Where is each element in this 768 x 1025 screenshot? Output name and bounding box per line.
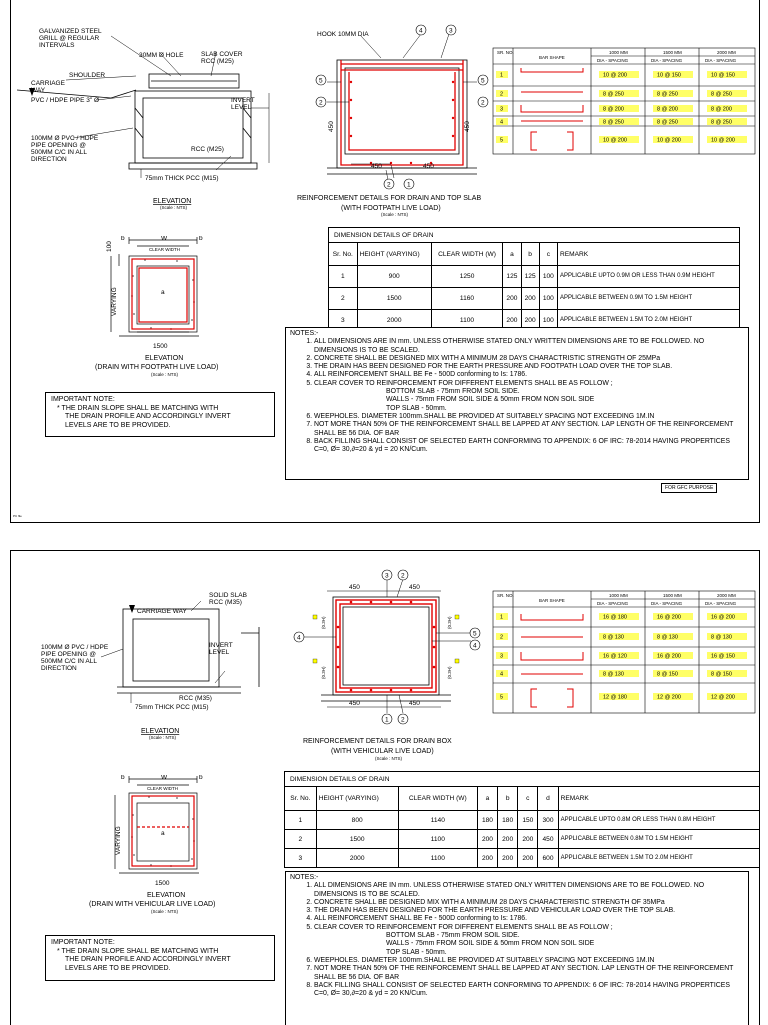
- general-notes-bottom: NOTES:- 1. ALL DIMENSIONS ARE IN mm. UNLESS OTHERWISE STATED ONLY WRITTEN DIMENSIONS ARE TO BE FOLLOWED. NO DIMENSIONS IS TO BE SCALED. 2. CONCRETE SHALL BE DESIGNED MIX WITH A MINIMUM 28 DAYS CHARACTERISTIC STRENGTH OF 35MPa 3. THE DRAIN HAS BEEN DESIGNED FOR THE EARTH PRESSURE AND VEHICULAR LOAD OVER THE TOP SLAB. 4. ALL REINFORCEMENT SHALL BE Fe - 500D conforming to Is: 1786. 5. CLEAR COVER TO REINFORCEMENT FOR DIFFERENT ELEMENTS SHALL BE AS FOLLOW ; BOTTOM SLAB - 75mm FROM SOIL SIDE. WALLS - 75mm FROM SOIL SIDE & 50mm FROM NON SOIL SIDE TOP SLAB - 50mm. 6. WEEPHOLES. DIAMETER 100mm.SHALL BE PROVIDED AT SUITABELY SPACING NOT EXCEEDING 1M.IN 7. NOT MORE THAN 50% OF THE REINFORCEMENT SHALL BE LAPPED AT ANY SECTION. LAP LENGTH OF THE REINFORCEMENT SHALL BE 56 DIA. OF BAR 8. BACK FILLING SHALL CONSIST OF SELECTED EARTH CONFORMING TO APPENDIX: 6 OF IRC: 78-2014 HAVING PROPERTICES C=0, Ø= 30,∂=20 & yd = 20 KN/Cum.: [285, 871, 749, 1025]
- svg-text:SOLID SLAB: SOLID SLAB: [209, 592, 247, 599]
- svg-text:8 @ 130: 8 @ 130: [657, 634, 678, 641]
- svg-text:3: 3: [385, 572, 389, 580]
- svg-text:8 @ 200: 8 @ 200: [657, 106, 678, 113]
- svg-text:2: 2: [500, 634, 504, 641]
- svg-text:10 @ 200: 10 @ 200: [603, 72, 627, 79]
- svg-text:30MM Ø HOLE: 30MM Ø HOLE: [139, 52, 184, 59]
- svg-text:450: 450: [409, 584, 420, 591]
- svg-text:HOOK 10MM DIA: HOOK 10MM DIA: [317, 31, 369, 38]
- svg-text:2: 2: [387, 181, 391, 189]
- svg-text:DIRECTION: DIRECTION: [31, 156, 67, 163]
- bar-schedule-table-bottom: [491, 589, 759, 715]
- svg-text:SR. NO.: SR. NO.: [497, 593, 514, 598]
- svg-text:2: 2: [401, 716, 405, 724]
- important-note-bottom: IMPORTANT NOTE: * THE DRAIN SLOPE SHALL BE MATCHING WITH THE DRAIN PROFILE AND ACCORDINGLY INVERT LEVELS ARE TO BE PROVIDED.: [45, 935, 275, 981]
- svg-text:(WITH FOOTPATH LIVE LOAD): (WITH FOOTPATH LIVE LOAD): [341, 205, 441, 212]
- svg-text:b: b: [199, 236, 203, 242]
- elevation-vehicular-drain: [89, 775, 249, 915]
- svg-text:DIRECTION: DIRECTION: [41, 665, 77, 672]
- svg-text:(0.3H): (0.3H): [321, 616, 326, 629]
- svg-text:W: W: [161, 236, 168, 242]
- svg-text:b: b: [121, 236, 125, 242]
- svg-text:VARYING: VARYING: [115, 826, 122, 855]
- svg-text:500MM C/C IN ALL: 500MM C/C IN ALL: [31, 149, 87, 156]
- drawing-sheet-vehicular: [10, 550, 760, 1025]
- svg-text:1: 1: [385, 716, 389, 724]
- svg-text:a: a: [161, 830, 165, 837]
- bar-shapes: [521, 614, 583, 707]
- svg-text:8 @ 200: 8 @ 200: [603, 106, 624, 113]
- svg-text:450: 450: [409, 700, 420, 707]
- svg-text:(DRAIN WITH VEHICULAR LIVE LOA: (DRAIN WITH VEHICULAR LIVE LOAD): [89, 901, 216, 908]
- svg-text:450: 450: [423, 163, 434, 170]
- svg-text:1500: 1500: [155, 880, 170, 887]
- svg-text:2000 MM: 2000 MM: [717, 593, 736, 598]
- svg-text:2: 2: [500, 91, 504, 98]
- svg-text:DIA - SPACING: DIA - SPACING: [597, 58, 629, 63]
- reinforcement-drain-box: [291, 567, 491, 763]
- svg-text:3: 3: [500, 653, 504, 660]
- svg-text:5: 5: [481, 77, 485, 85]
- svg-text:8 @ 150: 8 @ 150: [657, 671, 678, 678]
- svg-text:2: 2: [319, 99, 323, 107]
- svg-text:(DRAIN WITH FOOTPATH LIVE LOAD: (DRAIN WITH FOOTPATH LIVE LOAD): [95, 364, 219, 371]
- svg-text:4: 4: [500, 671, 504, 678]
- svg-text:5: 5: [500, 137, 504, 144]
- svg-text:VARYING: VARYING: [111, 287, 118, 316]
- svg-text:(WITH VEHICULAR LIVE LOAD): (WITH VEHICULAR LIVE LOAD): [331, 748, 434, 755]
- svg-text:(Scale : NTS): (Scale : NTS): [149, 735, 177, 740]
- svg-text:(Scale : NTS): (Scale : NTS): [381, 212, 409, 217]
- svg-text:b: b: [121, 775, 125, 781]
- svg-text:450: 450: [371, 163, 382, 170]
- svg-text:3: 3: [500, 106, 504, 113]
- svg-text:CARRIAGE: CARRIAGE: [31, 80, 65, 87]
- svg-text:LEVEL: LEVEL: [209, 649, 230, 656]
- svg-text:10 @ 150: 10 @ 150: [657, 72, 681, 79]
- svg-text:BAR SHAPE: BAR SHAPE: [539, 598, 565, 603]
- svg-text:16 @ 120: 16 @ 120: [603, 653, 627, 660]
- svg-text:1500 MM: 1500 MM: [663, 593, 682, 598]
- svg-text:8 @ 250: 8 @ 250: [603, 91, 624, 98]
- svg-text:(Scale : NTS): (Scale : NTS): [151, 909, 179, 914]
- svg-text:DIA - SPACING: DIA - SPACING: [597, 601, 629, 606]
- svg-text:PIPE OPENING @: PIPE OPENING @: [41, 651, 96, 658]
- reinforcement-drain-top-slab: [291, 20, 491, 220]
- svg-text:2: 2: [401, 572, 405, 580]
- svg-text:CLEAR WIDTH: CLEAR WIDTH: [147, 786, 179, 791]
- svg-text:RCC (M35): RCC (M35): [209, 599, 242, 606]
- svg-text:SHOULDER: SHOULDER: [69, 72, 106, 79]
- svg-text:RCC (M25): RCC (M25): [191, 146, 224, 153]
- svg-text:DIA - SPACING: DIA - SPACING: [651, 601, 683, 606]
- svg-text:(Scale : NTS): (Scale : NTS): [375, 756, 403, 761]
- svg-text:8 @ 250: 8 @ 250: [603, 119, 624, 126]
- svg-text:(0.3H): (0.3H): [447, 616, 452, 629]
- svg-text:16 @ 200: 16 @ 200: [657, 653, 681, 660]
- svg-text:450: 450: [464, 121, 471, 132]
- svg-text:10 @ 200: 10 @ 200: [603, 137, 627, 144]
- svg-text:(Scale : NTS): (Scale : NTS): [160, 205, 188, 210]
- svg-text:(0.3H): (0.3H): [321, 666, 326, 679]
- svg-text:4: 4: [419, 27, 423, 35]
- svg-text:W: W: [161, 775, 168, 781]
- svg-text:10 @ 150: 10 @ 150: [711, 72, 735, 79]
- svg-text:100MM Ø PVC / HDPE: 100MM Ø PVC / HDPE: [41, 644, 109, 651]
- svg-text:10 @ 200: 10 @ 200: [657, 137, 681, 144]
- svg-text:1: 1: [500, 72, 504, 79]
- svg-text:1000 MM: 1000 MM: [609, 593, 628, 598]
- svg-text:REINFORCEMENT DETAILS FOR DRAI: REINFORCEMENT DETAILS FOR DRAIN AND TOP SLAB: [297, 195, 482, 202]
- svg-text:100MM Ø PVC / HDPE: 100MM Ø PVC / HDPE: [31, 135, 99, 142]
- svg-text:8 @ 130: 8 @ 130: [711, 634, 732, 641]
- svg-text:16 @ 180: 16 @ 180: [603, 614, 627, 621]
- svg-text:450: 450: [349, 584, 360, 591]
- svg-text:8 @ 130: 8 @ 130: [603, 634, 624, 641]
- svg-text:5: 5: [319, 77, 323, 85]
- svg-text:INVERT: INVERT: [209, 642, 233, 649]
- dimension-table-bottom: DIMENSION DETAILS OF DRAIN Sr. No. HEIGHT (VARYING) CLEAR WIDTH (W) a b c d REMARK 1 800 1140 180 180 150 300 APPLICABLE UPTO 0.8M OR LESS THAN 0.8M HEIGHT 2 1500 1100 200 200 200 450 APPLICABLE BETWEEN 0.8M TO 1.5M HEIGHT 3 2000 1100 200 200 200 600 APPLICABLE BETWEEN 1.5M TO 2.0M HEIGHT: [284, 771, 760, 868]
- svg-text:5: 5: [500, 694, 504, 701]
- svg-text:SR. NO.: SR. NO.: [497, 50, 514, 55]
- svg-text:WAY: WAY: [31, 87, 46, 94]
- svg-text:500MM C/C IN ALL: 500MM C/C IN ALL: [41, 658, 97, 665]
- gfc-stamp: FOR GFC PURPOSE: [661, 483, 717, 493]
- dimension-table-top: DIMENSION DETAILS OF DRAIN Sr. No. HEIGHT (VARYING) CLEAR WIDTH (W) a b c REMARK 1 900 1250 125 125 100 APPLICABLE UPTO 0.9M OR LESS THAN 0.9M HEIGHT 2 1500 1160 200 200 100 APPLICABLE BETWEEN 0.9M TO 1.5M HEIGHT 3 2000 1100 200 200 100 APPLICABLE BETWEEN 1.5M TO 2.0M HEIGHT: [328, 227, 740, 332]
- bar-schedule-table-top: [491, 46, 759, 156]
- svg-text:8 @ 250: 8 @ 250: [711, 91, 732, 98]
- svg-text:PIPE OPENING @: PIPE OPENING @: [31, 142, 86, 149]
- svg-text:4: 4: [297, 634, 301, 642]
- svg-text:GALVANIZED STEEL: GALVANIZED STEEL: [39, 28, 102, 35]
- svg-text:SLAB COVER: SLAB COVER: [201, 51, 243, 58]
- svg-text:(0.3H): (0.3H): [447, 666, 452, 679]
- svg-text:GRILL @ REGULAR: GRILL @ REGULAR: [39, 35, 100, 42]
- svg-text:8 @ 150: 8 @ 150: [711, 671, 732, 678]
- svg-text:PVC / HDPE PIPE 3" Ø: PVC / HDPE PIPE 3" Ø: [31, 97, 100, 104]
- svg-text:75mm THICK PCC (M15): 75mm THICK PCC (M15): [135, 704, 209, 711]
- svg-text:450: 450: [349, 700, 360, 707]
- svg-text:16 @ 200: 16 @ 200: [657, 614, 681, 621]
- svg-text:3: 3: [449, 27, 453, 35]
- svg-text:RCC (M35): RCC (M35): [179, 695, 212, 702]
- svg-text:ELEVATION: ELEVATION: [145, 355, 184, 362]
- svg-text:1: 1: [407, 181, 411, 189]
- svg-text:100: 100: [106, 241, 113, 252]
- svg-text:CARRIAGE WAY: CARRIAGE WAY: [137, 608, 187, 615]
- svg-text:16 @ 200: 16 @ 200: [711, 614, 735, 621]
- svg-text:INTERVALS: INTERVALS: [39, 42, 75, 49]
- svg-text:LEVEL: LEVEL: [231, 104, 252, 111]
- svg-text:INVERT: INVERT: [231, 97, 255, 104]
- bar-rows: [496, 71, 747, 144]
- svg-text:8 @ 250: 8 @ 250: [657, 91, 678, 98]
- svg-text:450: 450: [328, 121, 335, 132]
- svg-text:12 @ 200: 12 @ 200: [657, 694, 681, 701]
- svg-text:8 @ 130: 8 @ 130: [603, 671, 624, 678]
- svg-text:(Scale : NTS): (Scale : NTS): [151, 372, 179, 377]
- important-note-top: IMPORTANT NOTE: * THE DRAIN SLOPE SHALL BE MATCHING WITH THE DRAIN PROFILE AND ACCORDINGLY INVERT LEVELS ARE TO BE PROVIDED.: [45, 392, 275, 437]
- svg-text:DIA - SPACING: DIA - SPACING: [705, 601, 737, 606]
- elevation-footpath-drain: [81, 236, 241, 382]
- svg-text:4: 4: [500, 119, 504, 126]
- svg-text:CLEAR WIDTH: CLEAR WIDTH: [149, 247, 181, 252]
- svg-text:8 @ 250: 8 @ 250: [657, 119, 678, 126]
- svg-text:5: 5: [473, 630, 477, 638]
- svg-text:1500: 1500: [153, 343, 168, 350]
- svg-text:8 @ 250: 8 @ 250: [711, 119, 732, 126]
- elevation-drain-section: [11, 18, 291, 218]
- svg-text:75mm THICK PCC (M15): 75mm THICK PCC (M15): [145, 175, 219, 182]
- bar-shapes: [521, 68, 583, 150]
- svg-text:8 @ 200: 8 @ 200: [711, 106, 732, 113]
- svg-text:DIA - SPACING: DIA - SPACING: [651, 58, 683, 63]
- svg-text:ELEVATION: ELEVATION: [147, 892, 186, 899]
- svg-text:1500 MM: 1500 MM: [663, 50, 682, 55]
- svg-text:a: a: [161, 289, 165, 296]
- svg-text:10 @ 200: 10 @ 200: [711, 137, 735, 144]
- svg-text:RCC (M25): RCC (M25): [201, 58, 234, 65]
- svg-text:4: 4: [473, 642, 477, 650]
- svg-text:2: 2: [481, 99, 485, 107]
- svg-text:2000 MM: 2000 MM: [717, 50, 736, 55]
- drawing-sheet-footpath: [10, 0, 760, 523]
- svg-text:BAR SHAPE: BAR SHAPE: [539, 55, 565, 60]
- general-notes-top: NOTES:- 1. ALL DIMENSIONS ARE IN mm. UNLESS OTHERWISE STATED ONLY WRITTEN DIMENSIONS ARE TO BE FOLLOWED. NO DIMENSIONS IS TO BE SCALED. 2. CONCRETE SHALL BE DESIGNED MIX WITH A MINIMUM 28 DAYS CHARACTRISTIC STRENGTH OF 25MPa 3. THE DRAIN HAS BEEN DESIGNED FOR THE EARTH PRESSURE AND FOOTPATH LOAD OVER THE TOP SLAB. 4. ALL REINFORCEMENT SHALL BE Fe - 500D conforming to Is: 1786. 5. CLEAR COVER TO REINFORCEMENT FOR DIFFERENT ELEMENTS SHALL BE AS FOLLOW ; BOTTOM SLAB - 75mm FROM SOIL SIDE. WALLS - 75mm FROM SOIL SIDE & 50mm FROM NON SOIL SIDE TOP SLAB - 50mm. 6. WEEPHOLES. DIAMETER 100mm.SHALL BE PROVIDED AT SUITABELY SPACING NOT EXCEEDING 1M.IN 7. NOT MORE THAN 50% OF THE REINFORCEMENT SHALL BE LAPPED AT ANY SECTION. LAP LENGTH OF THE REINFORCEMENT SHALL BE 56 DIA. OF BAR 8. BACK FILLING SHALL CONSIST OF SELECTED EARTH CONFORMING TO APPENDIX: 6 OF IRC: 78-2014 HAVING PROPERTICES C=0, Ø= 30,∂=20 & yd = 20 KN/Cum.: [285, 327, 749, 480]
- svg-text:REINFORCEMENT DETAILS FOR DRAI: REINFORCEMENT DETAILS FOR DRAIN BOX: [303, 738, 452, 745]
- print-tag: PC file: [13, 514, 22, 518]
- svg-text:ELEVATION: ELEVATION: [141, 728, 180, 735]
- svg-text:ELEVATION: ELEVATION: [153, 198, 192, 205]
- svg-text:16 @ 150: 16 @ 150: [711, 653, 735, 660]
- svg-text:1000 MM: 1000 MM: [609, 50, 628, 55]
- svg-text:1: 1: [500, 614, 504, 621]
- elevation-drain-box-section: [11, 587, 291, 747]
- svg-text:12 @ 180: 12 @ 180: [603, 694, 627, 701]
- svg-text:b: b: [199, 775, 203, 781]
- svg-text:12 @ 200: 12 @ 200: [711, 694, 735, 701]
- svg-text:DIA - SPACING: DIA - SPACING: [705, 58, 737, 63]
